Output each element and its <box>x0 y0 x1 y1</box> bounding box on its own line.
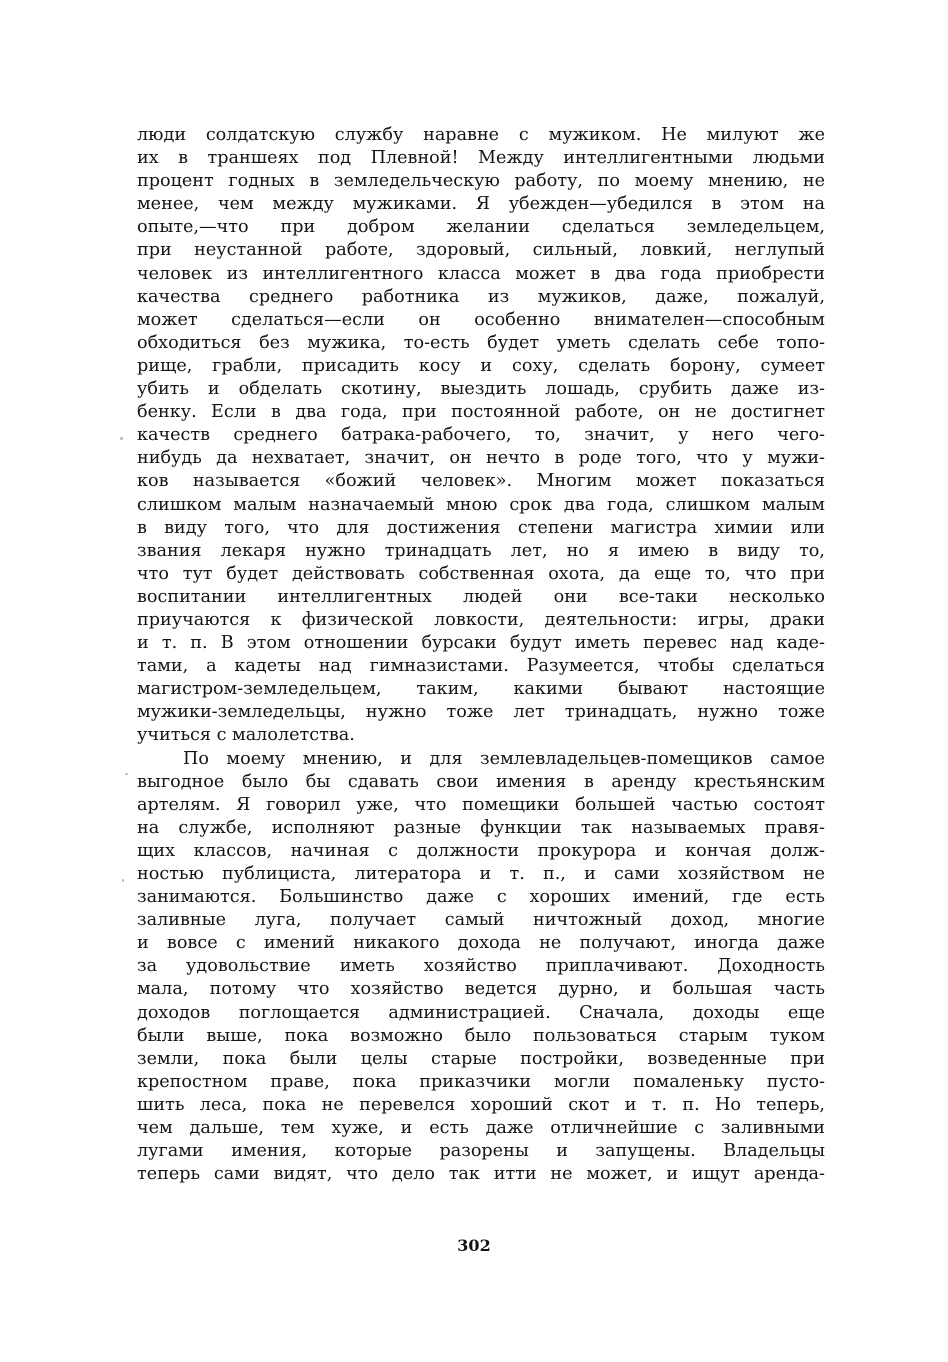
text-line: может сделаться—если он особенно внимателен—способным <box>137 309 825 330</box>
text-line: на службе, исполняют разные функции так называемых правя- <box>137 817 825 838</box>
text-line: нибудь да нехватает, значит, он нечто в роде того, что у мужи- <box>137 448 825 469</box>
text-line: доходов поглощается администрацией. Сначала, доходы еще <box>137 1002 825 1023</box>
text-line: за удовольствие иметь хозяйство приплачивают. Доходность <box>137 956 825 977</box>
text-line: опыте,—что при добром желании сделаться земледельцем, <box>137 217 825 238</box>
text-line: воспитании интеллигентных людей они все-таки несколько <box>137 586 825 607</box>
text-line: мала, потому что хозяйство ведется дурно, и большая часть <box>137 979 825 1000</box>
text-line: качества среднего работника из мужиков, даже, пожалуй, <box>137 286 825 307</box>
paragraph <box>137 124 825 748</box>
text-line: были выше, пока возможно было пользоваться старым туком <box>137 1025 825 1046</box>
text-line: земли, пока были целы старые постройки, возведенные при <box>137 1048 825 1069</box>
page-body <box>137 124 825 1186</box>
paragraph <box>137 748 825 1187</box>
text-line: выгодное было бы сдавать свои имения в аренду крестьянским <box>137 771 825 792</box>
scan-speck <box>120 437 123 440</box>
text-line: и т. п. В этом отношении бурсаки будут иметь перевес над каде- <box>137 633 825 654</box>
text-line: звания лекаря нужно тринадцать лет, но я имею в виду то, <box>137 540 825 561</box>
text-line: ностью публициста, литератора и т. п., и сами хозяйством не <box>137 864 825 884</box>
text-line: при неустанной работе, здоровый, сильный, ловкий, неглупый <box>137 240 825 261</box>
text-line: тами, а кадеты над гимназистами. Разумеется, чтобы сделаться <box>137 656 825 677</box>
text-line: теперь сами видят, что дело так итти не может, и ищут аренда- <box>137 1164 825 1185</box>
text-line: мужики-земледельцы, нужно тоже лет тринадцать, нужно тоже <box>137 702 825 723</box>
text-line: учиться с малолетства. <box>137 725 355 746</box>
text-line: заливные луга, получает самый ничтожный доход, многие <box>137 910 825 931</box>
text-line: что тут будет действовать собственная охота, да еще то, что при <box>137 563 825 584</box>
text-line: крепостном праве, пока приказчики могли помаленьку пусто- <box>137 1071 825 1092</box>
text-line: менее, чем между мужиками. Я убежден—убедился в этом на <box>137 194 825 215</box>
scan-speck <box>125 773 128 775</box>
page-number: 302 <box>457 1236 491 1255</box>
text-line: в виду того, что для достижения степени магистра химии или <box>137 517 825 538</box>
text-line: человек из интеллигентного класса может в два года приобрести <box>137 263 825 284</box>
text-line: и вовсе с имений никакого дохода не получают, иногда даже <box>137 933 825 954</box>
text-line: По моему мнению, и для землевладельцев-помещиков самое <box>183 748 825 769</box>
text-line: ков называется «божий человек». Многим может показаться <box>137 471 825 492</box>
text-line: шить леса, пока не перевелся хороший скот и т. п. Но теперь, <box>137 1094 825 1115</box>
text-line: процент годных в земледельческую работу, по моему мнению, не <box>137 171 825 192</box>
scan-speck <box>122 879 124 882</box>
text-line: магистром-земледельцем, таким, какими бывают настоящие <box>137 679 825 700</box>
text-line: лугами имения, которые разорены и запущены. Владельцы <box>137 1141 825 1162</box>
text-line: их в траншеях под Плевной! Между интеллигентными людьми <box>137 148 825 169</box>
text-line: слишком малым назначаемый мною срок два года, слишком малым <box>137 494 825 515</box>
text-line: бенку. Если в два года, при постоянной работе, он не достигнет <box>137 402 825 423</box>
text-line: чем дальше, тем хуже, и есть даже отличнейшие с заливными <box>137 1118 825 1139</box>
text-line: занимаются. Большинство даже с хороших имений, где есть <box>137 887 825 908</box>
text-line: качеств среднего батрака-рабочего, то, значит, у него чего- <box>137 425 825 446</box>
text-line: приучаются к физической ловкости, деятельности: игры, драки <box>137 609 825 630</box>
text-line: люди солдатскую службу наравне с мужиком. Не милуют же <box>137 125 825 145</box>
text-line: рище, грабли, присадить косу и соху, сделать борону, сумеет <box>137 355 825 376</box>
text-line: убить и обделать скотину, выездить лошадь, срубить даже из- <box>137 379 825 400</box>
text-line: щих классов, начиная с должности прокурора и кончая долж- <box>137 840 825 861</box>
text-line: артелям. Я говорил уже, что помещики большей частью состоят <box>137 794 825 815</box>
text-line: обходиться без мужика, то-есть будет уметь сделать себе топо- <box>137 332 825 353</box>
